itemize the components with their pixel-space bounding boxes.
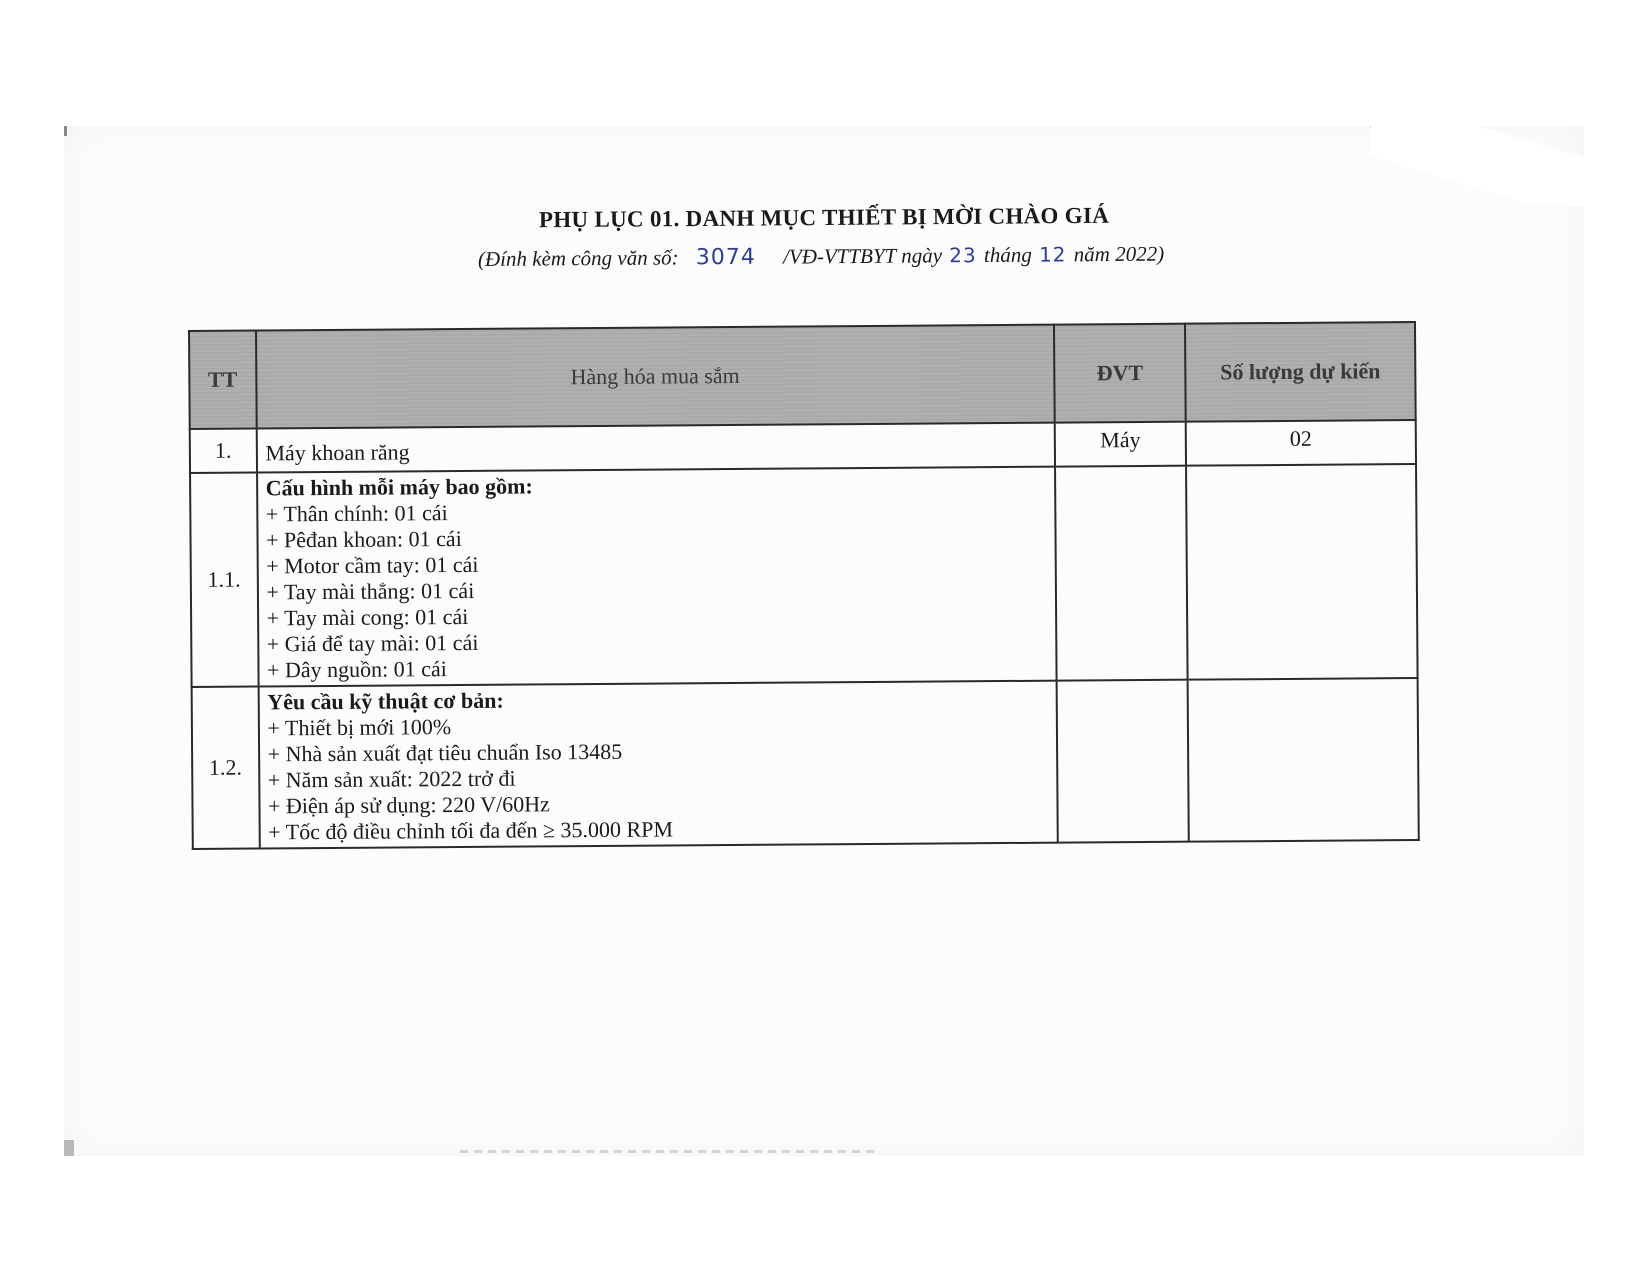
row-item-block: [257, 467, 1057, 687]
spec-line: + Giá để tay mài: 01 cái: [266, 629, 479, 657]
table-row: [190, 464, 1418, 687]
scan-edge-mark: [64, 126, 67, 136]
subtitle-prefix: (Đính kèm công văn số:: [477, 245, 679, 271]
spec-line: + Nhà sản xuất đạt tiêu chuẩn Iso 13485: [267, 738, 623, 767]
scan-edge-mark: [64, 1140, 74, 1156]
scan-noise: [460, 1150, 880, 1153]
row-unit: Máy: [1055, 422, 1186, 467]
page-corner-fold: [1370, 126, 1590, 206]
spec-line: + Điện áp sử dụng: 220 V/60Hz: [267, 791, 550, 819]
row-qty: [1188, 678, 1419, 842]
block-heading: Cấu hình mỗi máy bao gồm:: [265, 473, 533, 501]
handwritten-month: 12: [1038, 242, 1067, 267]
spec-line: + Pêđan khoan: 01 cái: [265, 525, 462, 553]
subtitle-mid: /VĐ-VTTBYT ngày: [783, 243, 943, 269]
row-unit: [1055, 466, 1188, 681]
header-unit: ĐVT: [1054, 324, 1186, 423]
row-tt: 1.2.: [192, 686, 260, 848]
row-qty: 02: [1186, 420, 1416, 466]
header-qty: Số lượng dự kiến: [1185, 322, 1416, 422]
spec-line: + Thân chính: 01 cái: [265, 500, 448, 527]
equipment-table: [188, 321, 1420, 850]
handwritten-doc-number: 3074: [695, 244, 756, 271]
header-tt: TT: [189, 331, 256, 429]
spec-line: + Tốc độ điều chỉnh tối đa đến ≥ 35.000 RPM: [268, 816, 674, 845]
spec-line: + Motor cầm tay: 01 cái: [266, 551, 479, 579]
row-qty: [1186, 464, 1417, 680]
subtitle-month-label: tháng: [983, 242, 1032, 268]
row-unit: [1057, 680, 1189, 843]
row-item-block: [258, 681, 1058, 849]
table-row: [192, 678, 1419, 849]
spec-line: + Tay mài cong: 01 cái: [266, 603, 469, 631]
spec-line: + Tay mài thẳng: 01 cái: [266, 577, 475, 605]
spec-line: + Thiết bị mới 100%: [267, 714, 452, 741]
block-heading: Yêu cầu kỹ thuật cơ bản:: [267, 687, 504, 715]
header-item: Hàng hóa mua sắm: [256, 325, 1055, 429]
row-tt: 1.1.: [190, 473, 258, 687]
subtitle-suffix: năm 2022): [1073, 241, 1165, 267]
document-title: PHỤ LỤC 01. DANH MỤC THIẾT BỊ MỜI CHÀO GIÁ: [538, 202, 1110, 233]
handwritten-day: 23: [949, 243, 977, 268]
row-tt: 1.: [190, 429, 257, 473]
spec-line: + Năm sản xuất: 2022 trở đi: [267, 765, 516, 793]
table-header-row: [189, 322, 1416, 429]
equipment-table-wrapper: [188, 321, 1420, 850]
row-item: Máy khoan răng: [256, 423, 1055, 473]
spec-line: + Dây nguồn: 01 cái: [266, 656, 447, 683]
